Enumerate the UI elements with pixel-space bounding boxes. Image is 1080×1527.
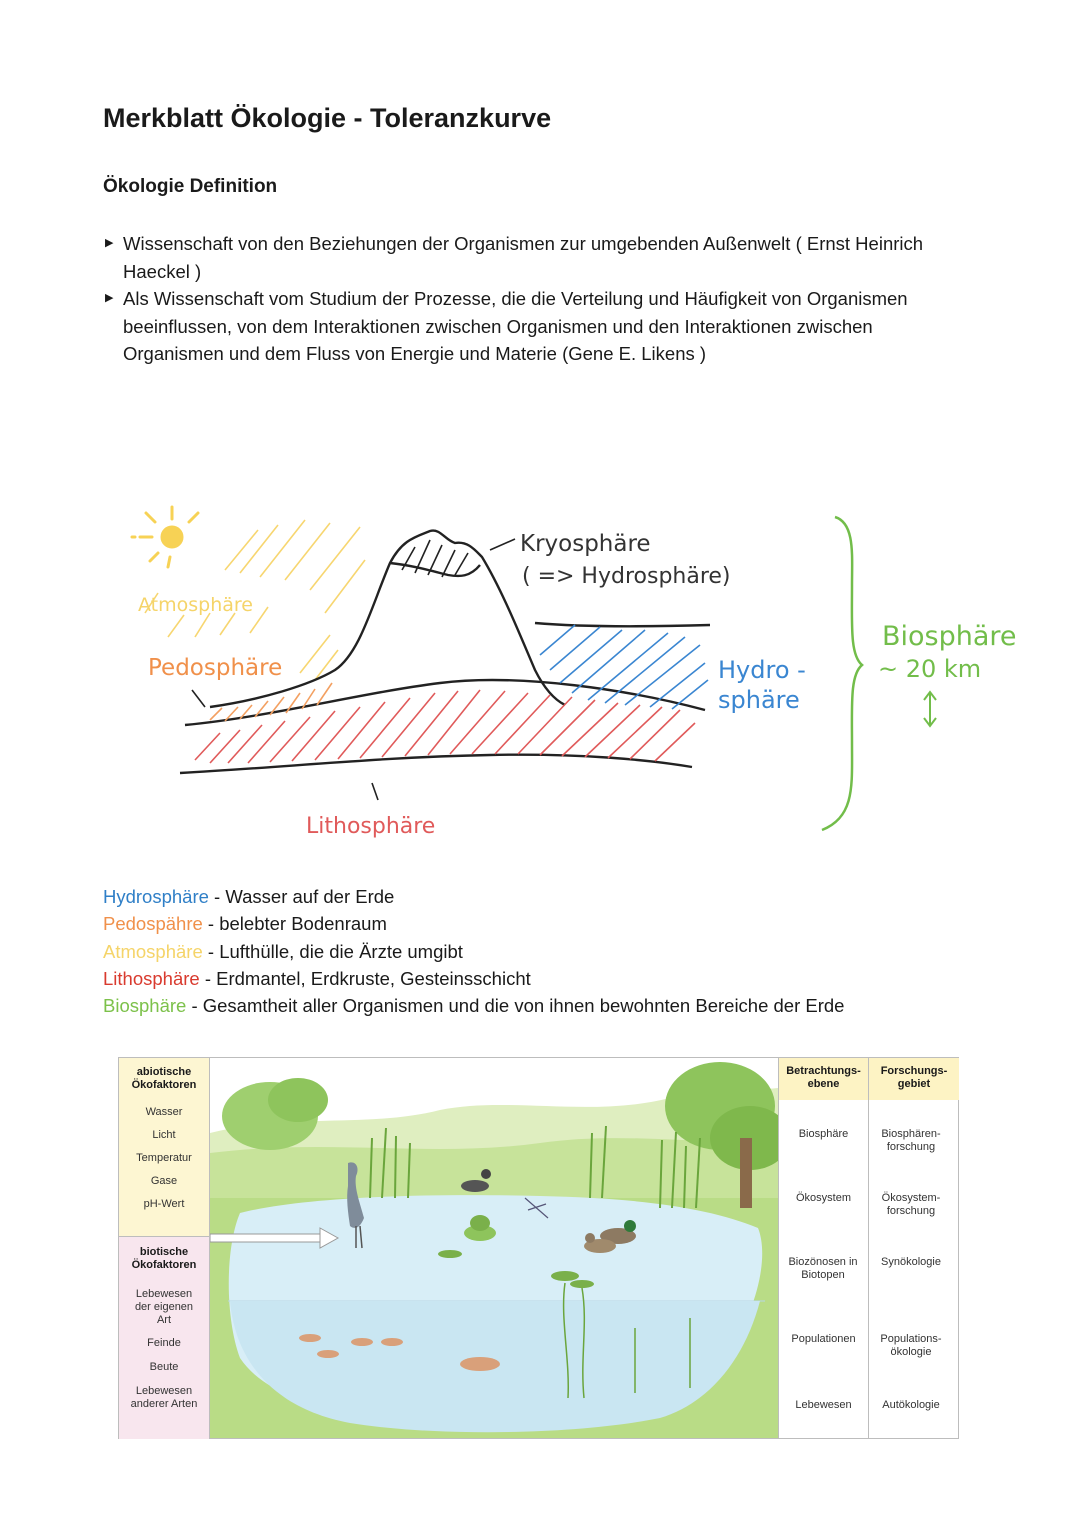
factor-water: Wasser [145, 1106, 183, 1118]
factor-gases: Gase [150, 1175, 178, 1187]
pedosphere-pointer [192, 690, 205, 707]
definition-hydrosphere [103, 883, 844, 910]
field-biosphere: Biosphären-forschung [881, 1128, 941, 1153]
hydrosphere-label-line1: Hydro - [718, 656, 806, 684]
factor-light: Licht [152, 1129, 176, 1141]
biosphere-label: Biosphäre [882, 621, 1017, 652]
abiotic-header: abiotische Ökofaktoren [131, 1066, 197, 1091]
biotic-header: biotische Ökofaktoren [131, 1246, 197, 1271]
list-item [103, 230, 953, 285]
text-biosphere: - Gesamtheit aller Organismen und die von ihnen bewohnten Bereiche der Erde [186, 995, 845, 1017]
factor-other-species: Lebewesen anderer Arten [130, 1385, 198, 1410]
double-arrow-icon [924, 692, 936, 726]
hydrosphere-label-line2: sphäre [718, 686, 800, 714]
biosphere-brace [822, 517, 862, 830]
level-ecosystem: Ökosystem [795, 1192, 851, 1204]
factor-prey: Beute [149, 1361, 179, 1373]
bullet-text-likens: Als Wissenschaft vom Studium der Prozesse, die die Verteilung und Häufigkeit von Organismen beeinflussen, von dem Interaktionen zwischen Organismen und den Interaktionen zwischen Organismen und dem Fluss von Energie und Materie (Gene E. Likens ) [123, 288, 908, 364]
term-atmosphere: Atmosphäre [103, 940, 203, 962]
spheres-diagram [110, 495, 1020, 845]
level-biosphere: Biosphäre [798, 1128, 849, 1140]
biotic-factors-column [119, 1236, 210, 1439]
hydrosphere-hatch [540, 625, 708, 709]
header-level: Betrachtungs-ebene [779, 1058, 868, 1100]
lithosphere-label: Lithosphäre [306, 814, 436, 839]
text-pedosphere: - belebter Bodenraum [202, 913, 387, 935]
term-biosphere: Biosphäre [103, 995, 187, 1017]
text-atmosphere: - Lufthülle, die die Ärzte umgibt [202, 940, 463, 962]
bullet-icon: ▶ [105, 237, 114, 249]
definition-lithosphere [103, 965, 844, 992]
factor-same-species: Lebewesen der eigenen Art [134, 1288, 194, 1326]
level-biocoenosis: Biozönosen in Biotopen [788, 1256, 858, 1281]
header-field: Forschungs-gebiet [869, 1058, 959, 1100]
sphere-definitions [103, 883, 844, 1019]
kryosphere-label: Kryosphäre [520, 531, 651, 557]
level-organisms: Lebewesen [795, 1399, 852, 1411]
atmosphere-label: Atmosphäre [138, 594, 253, 616]
term-lithosphere: Lithosphäre [103, 967, 200, 989]
definition-pedosphere [103, 910, 844, 937]
abiotic-factors-column [119, 1058, 210, 1236]
page-title: Merkblatt Ökologie - Toleranzkurve [103, 103, 552, 133]
factor-enemies: Feinde [147, 1337, 181, 1349]
research-levels-table [778, 1058, 959, 1438]
lithosphere-pointer [372, 783, 378, 800]
bullet-text-haeckel: Wissenschaft von den Beziehungen der Organismen zur umgebenden Außenwelt ( Ernst Heinrich Haeckel ) [123, 233, 924, 282]
definition-biosphere [103, 992, 844, 1019]
pedosphere-label: Pedosphäre [148, 655, 283, 681]
pond-illustration [210, 1058, 778, 1438]
section-subtitle: Ökologie Definition [103, 176, 278, 197]
field-population-ecology: Populations-ökologie [880, 1333, 942, 1358]
field-synecology: Synökologie [881, 1256, 941, 1268]
bullet-icon: ▶ [105, 292, 114, 304]
factor-ph: pH-Wert [143, 1198, 185, 1210]
field-autecology: Autökologie [882, 1399, 940, 1411]
lithosphere-hatch [195, 690, 695, 763]
biosphere-height: ~ 20 km [878, 655, 982, 683]
table-divider [868, 1058, 869, 1438]
factor-temperature: Temperatur [136, 1152, 192, 1164]
term-hydrosphere: Hydrosphäre [103, 886, 209, 907]
text-hydrosphere: - Wasser auf der Erde [208, 886, 395, 907]
sun-icon [132, 507, 198, 567]
definition-list [103, 230, 953, 368]
kryosphere-pointer [490, 539, 515, 550]
definition-atmosphere [103, 938, 844, 965]
field-ecosystem: Ökosystem-forschung [881, 1192, 941, 1217]
pond-ecosystem-figure [118, 1057, 959, 1439]
list-item [103, 285, 953, 368]
level-populations: Populationen [791, 1333, 856, 1345]
term-pedosphere: Pedospähre [103, 913, 203, 935]
kryosphere-note: ( => Hydrosphäre) [522, 564, 731, 589]
text-lithosphere: - Erdmantel, Erdkruste, Gesteinsschicht [199, 967, 531, 989]
pedosphere-hatch [210, 683, 332, 721]
